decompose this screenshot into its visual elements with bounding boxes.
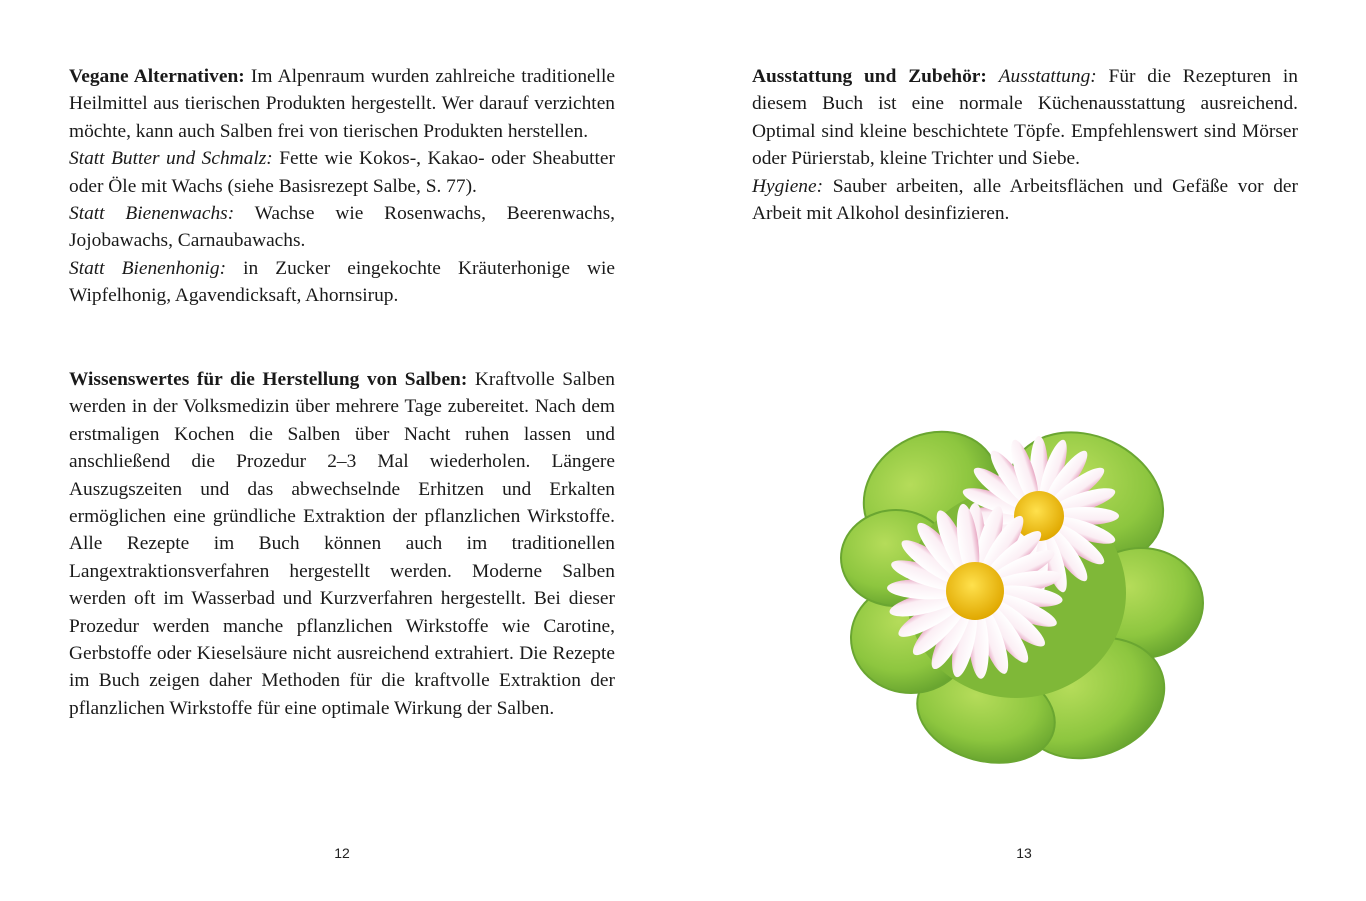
vegan-heading: Vegane Alternativen: [69,66,245,87]
daisy-photo [771,388,1281,788]
wissenswertes-section [69,366,615,722]
ausstattung-item-label: Ausstattung: [998,66,1097,87]
vegan-item-label: Statt Bienenhonig: [69,257,227,279]
vegan-intro-paragraph [69,63,615,145]
ausstattung-item-text: Für die Rezepturen in diesem Buch ist eine normale Küchenausstattung ausreichend. Optimal sind kleine beschichtete Töpfe. Empfehlenswert sind Mörser oder Pürierstab, kleine Trichter und Siebe. [752,66,1298,170]
page-number-left: 12 [334,845,350,861]
hygiene-label: Hygiene: [752,175,824,197]
vegan-item [69,200,615,255]
vegan-item [69,145,615,200]
hygiene-text: Sauber arbeiten, alle Arbeitsflächen und Gefäße vor der Arbeit mit Alkohol desinfizieren. [752,175,1298,225]
wissenswertes-text: Kraftvolle Salben werden in der Volksmedizin über mehrere Tage zubereitet. Nach dem erstmaligen Kochen die Salben über Nacht ruhen lassen und anschließend die Prozedur 2–3 Mal wiederholen. Längere Auszugszeiten und das abwechselnde Erhitzen und Erkalten ermöglichen eine gründliche Extraktion der pflanzlichen Wirkstoffe. Alle Rezepte im Buch können auch im traditionellen Langextraktionsverfahren hergestellt werden. Moderne Salben werden oft im Wasserbad und Kurzverfahren hergestellt. Bei dieser Prozedur werden manche pflanzlichen Wirkstoffe wie Carotine, Gerbstoffe oder Kieselsäure nicht ausreichend extrahiert. Die Rezepte im Buch zeigen daher Methoden für die kraftvolle Extraktion der pflanzlichen Wirkstoffe für eine optimale Wirkung der Salben. [69,369,615,719]
ausstattung-heading: Ausstattung und Zubehör: [752,66,987,87]
vegan-item [69,255,615,310]
vegan-alternatives-section [69,63,615,310]
ausstattung-section [752,63,1298,227]
hygiene-paragraph [752,173,1298,228]
right-page [683,0,1366,901]
wissenswertes-heading: Wissenswertes für die Herstellung von Salben: [69,369,468,390]
page-number-right: 13 [1016,845,1032,861]
vegan-intro-text: Im Alpenraum wurden zahlreiche traditionelle Heilmittel aus tierischen Produkten hergestellt. Wer darauf verzichten möchte, kann auch Salben frei von tierischen Produkten herstellen. [69,66,615,142]
wissenswertes-paragraph [69,366,615,722]
vegan-item-text: Wachse wie Rosenwachs, Beerenwachs, Jojobawachs, Carnaubawachs. [69,203,615,252]
ausstattung-paragraph [752,63,1298,173]
vegan-item-text: in Zucker eingekochte Kräuterhonige wie Wipfelhonig, Agavendicksaft, Ahornsirup. [69,257,615,307]
vegan-item-text: Fette wie Kokos-, Kakao- oder Sheabutter oder Öle mit Wachs (siehe Basisrezept Salbe, S. 77). [69,148,615,197]
vegan-item-label: Statt Bienenwachs: [69,203,235,225]
vegan-item-label: Statt Butter und Schmalz: [69,148,273,170]
